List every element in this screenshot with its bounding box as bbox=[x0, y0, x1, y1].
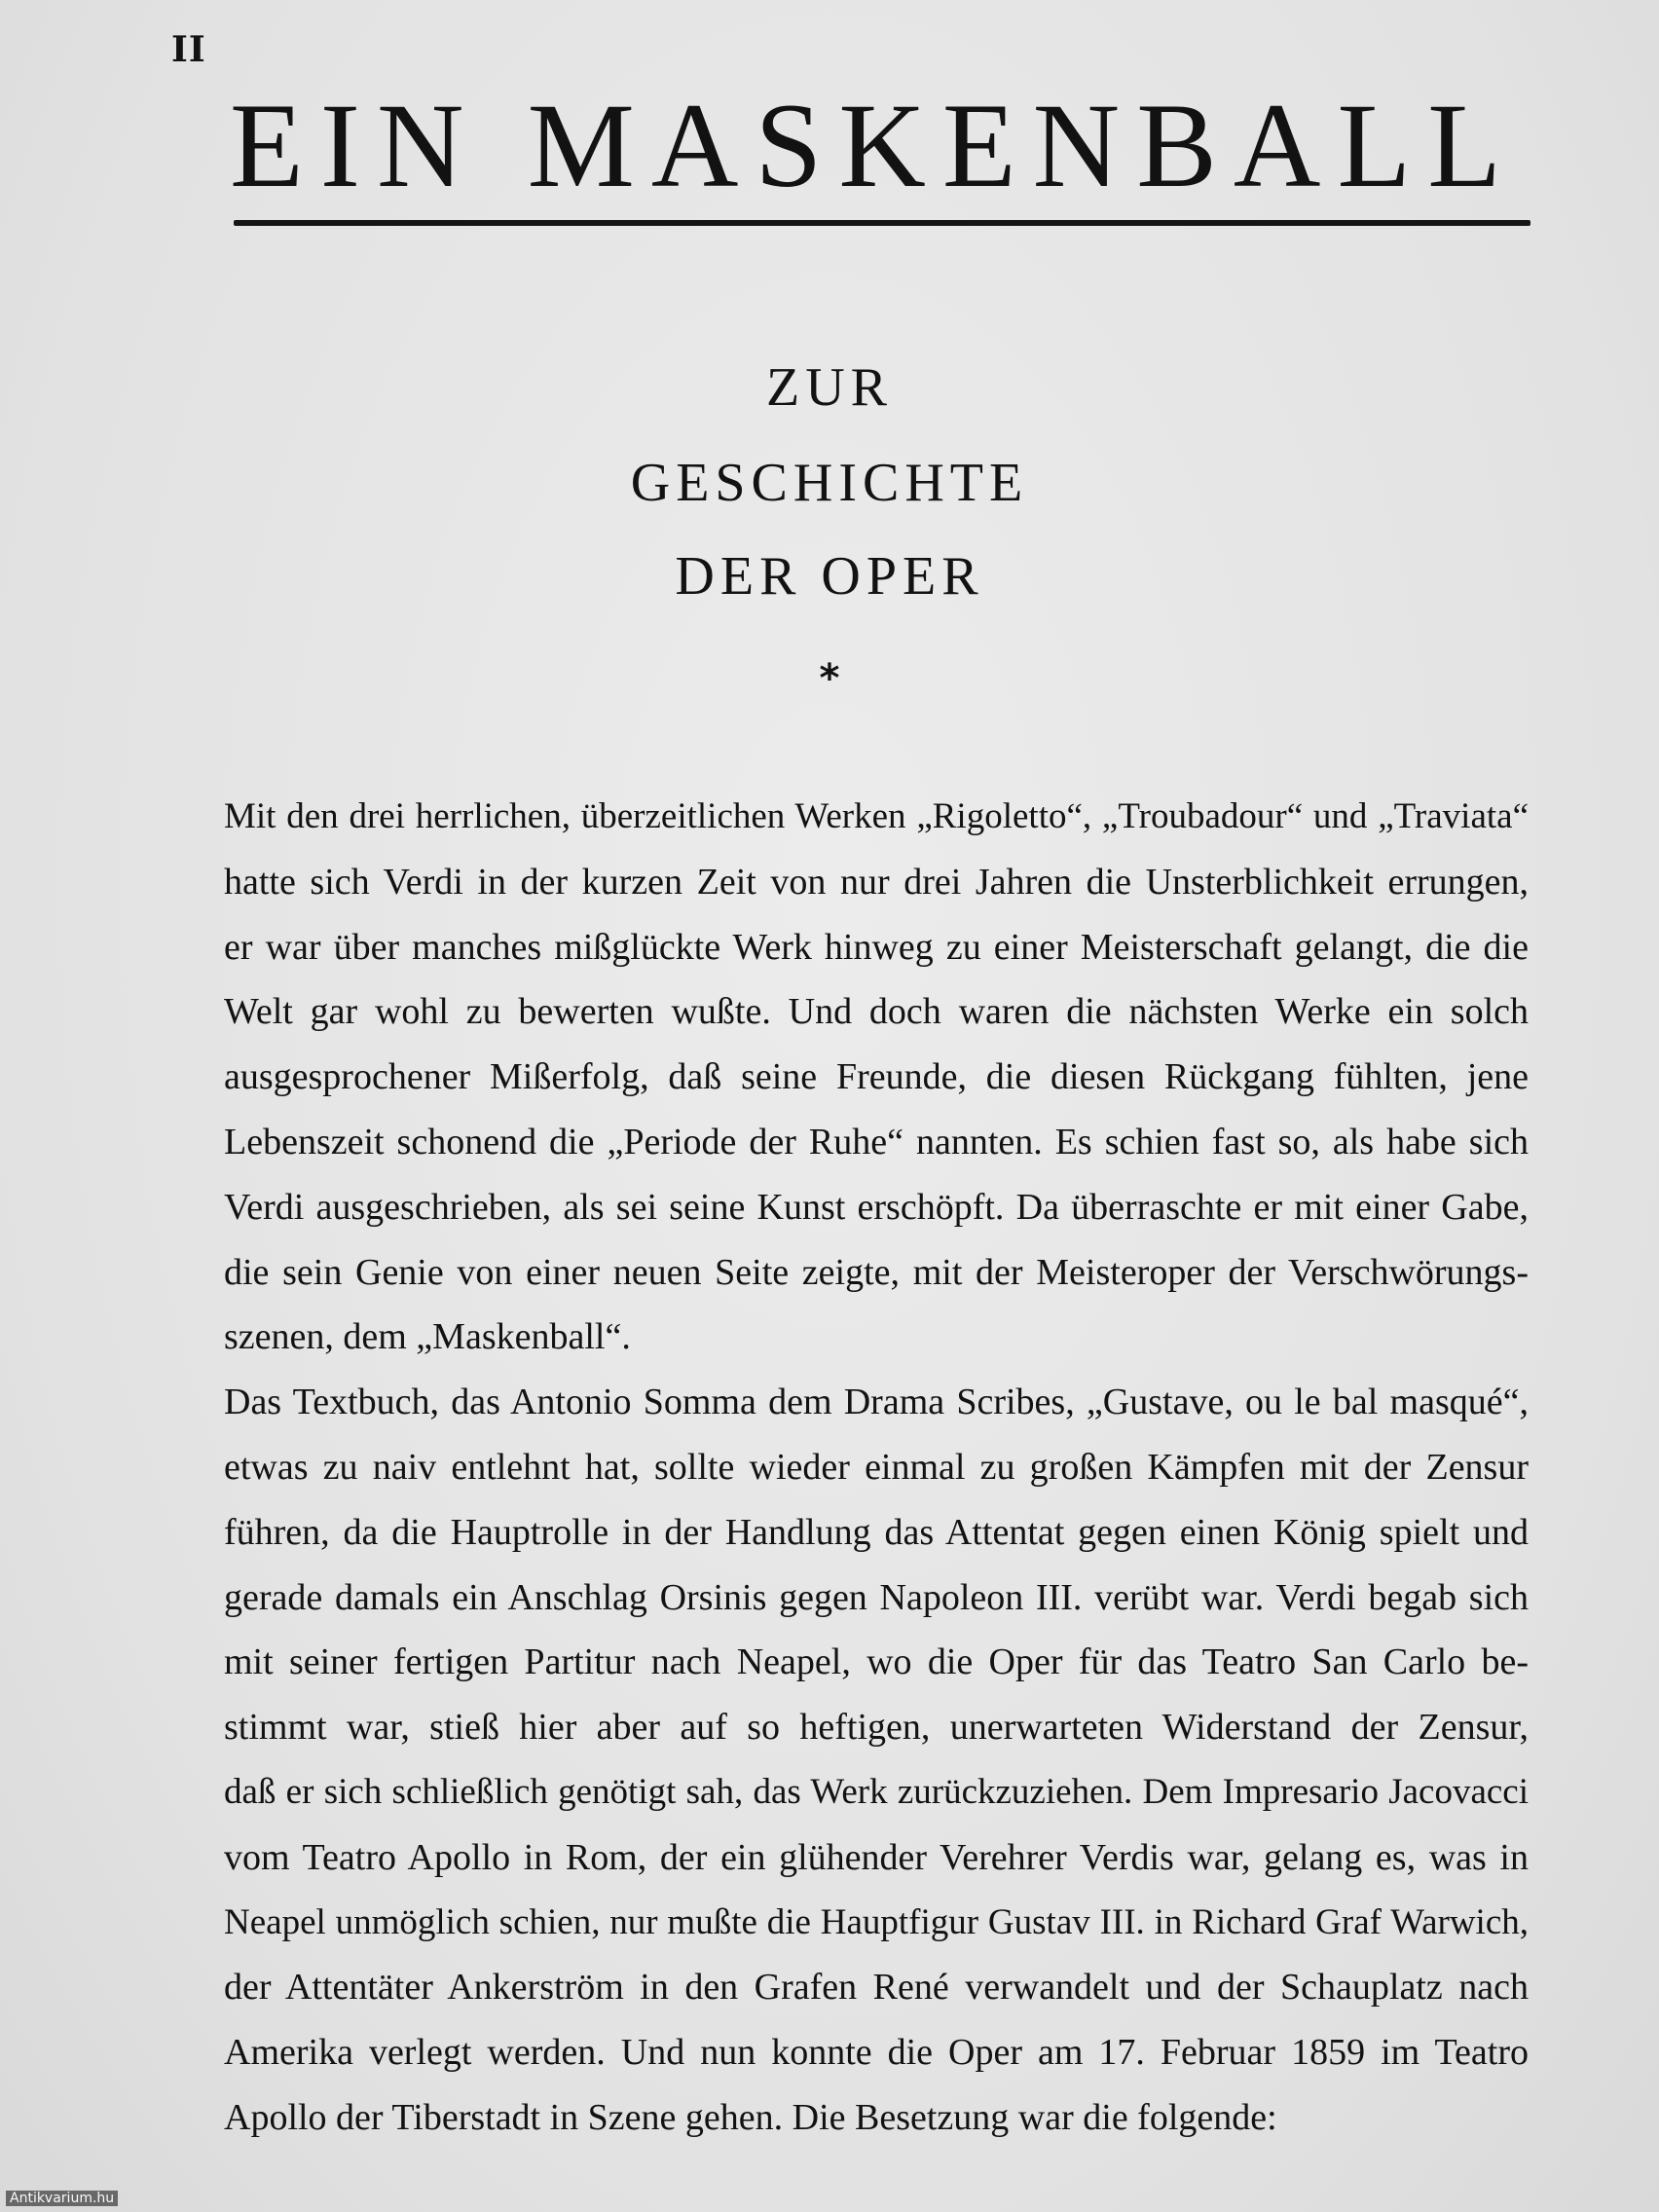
text-line: die sein Genie von einer neuen Seite zeigte, mit der Meisteroper der Verschwörungs- bbox=[224, 1251, 1529, 1293]
section-heading-line-1: ZUR bbox=[766, 357, 893, 418]
text-line: Apollo der Tiberstadt in Szene gehen. Die Besetzung war die folgende: bbox=[224, 2096, 1277, 2138]
text-line: ausgesprochener Mißerfolg, daß seine Freunde, die diesen Rückgang fühlten, jene bbox=[224, 1056, 1529, 1098]
text-line: Welt gar wohl zu bewerten wußte. Und doch waren die nächsten Werke ein solch bbox=[224, 991, 1529, 1033]
text-line: vom Teatro Apollo in Rom, der ein glühender Verehrer Verdis war, gelang es, was in bbox=[224, 1836, 1529, 1878]
text-line: führen, da die Hauptrolle in der Handlung das Attentat gegen einen König spielt und bbox=[224, 1511, 1529, 1553]
watermark: Antikvarium.hu bbox=[6, 2191, 118, 2206]
text-line: Das Textbuch, das Antonio Somma dem Drama Scribes, „Gustave, ou le bal masqué“, bbox=[224, 1382, 1529, 1423]
text-line: Mit den drei herrlichen, überzeitlichen Werken „Rigoletto“, „Troubadour“ und „Traviata“ bbox=[224, 796, 1529, 836]
page-title: EIN MASKENBALL bbox=[230, 79, 1518, 212]
text-line: szenen, dem „Maskenball“. bbox=[224, 1316, 631, 1358]
text-line: mit seiner fertigen Partitur nach Neapel, wo die Oper für das Teatro San Carlo be- bbox=[224, 1641, 1529, 1683]
text-line: der Attentäter Ankerström in den Grafen René verwandelt und der Schauplatz nach bbox=[224, 1967, 1529, 2009]
text-line: er war über manches mißglückte Werk hinweg zu einer Meisterschaft gelangt, die die bbox=[224, 926, 1529, 968]
text-line: Amerika verlegt werden. Und nun konnte die Oper am 17. Februar 1859 im Teatro bbox=[224, 2032, 1529, 2074]
text-line: hatte sich Verdi in der kurzen Zeit von nur drei Jahren die Unsterblichkeit errungen, bbox=[224, 861, 1529, 903]
text-line: Lebenszeit schonend die „Periode der Ruhe“ nannten. Es schien fast so, als habe sich bbox=[224, 1121, 1529, 1162]
text-line: stimmt war, stieß hier aber auf so heftigen, unerwarteten Widerstand der Zensur, bbox=[224, 1707, 1529, 1749]
title-underline-rule bbox=[234, 220, 1530, 226]
section-heading-line-2: GESCHICHTE bbox=[630, 453, 1029, 513]
text-line: etwas zu naiv entlehnt hat, sollte wieder einmal zu großen Kämpfen mit der Zensur bbox=[224, 1446, 1529, 1488]
section-heading-line-3: DER OPER bbox=[675, 546, 984, 607]
asterisk-ornament: * bbox=[819, 656, 840, 701]
text-line: Verdi ausgeschrieben, als sei seine Kunst erschöpft. Da überraschte er mit einer Gabe, bbox=[224, 1186, 1529, 1228]
body-text bbox=[224, 785, 1529, 2151]
page-number: II bbox=[171, 29, 206, 70]
text-line: Neapel unmöglich schien, nur mußte die Hauptfigur Gustav III. in Richard Graf Warwich, bbox=[224, 1901, 1529, 1942]
text-line: gerade damals ein Anschlag Orsinis gegen Napoleon III. verübt war. Verdi begab sich bbox=[224, 1576, 1529, 1618]
text-line: daß er sich schließlich genötigt sah, das Werk zurückzuziehen. Dem Impresario Jacovacci bbox=[224, 1771, 1529, 1812]
